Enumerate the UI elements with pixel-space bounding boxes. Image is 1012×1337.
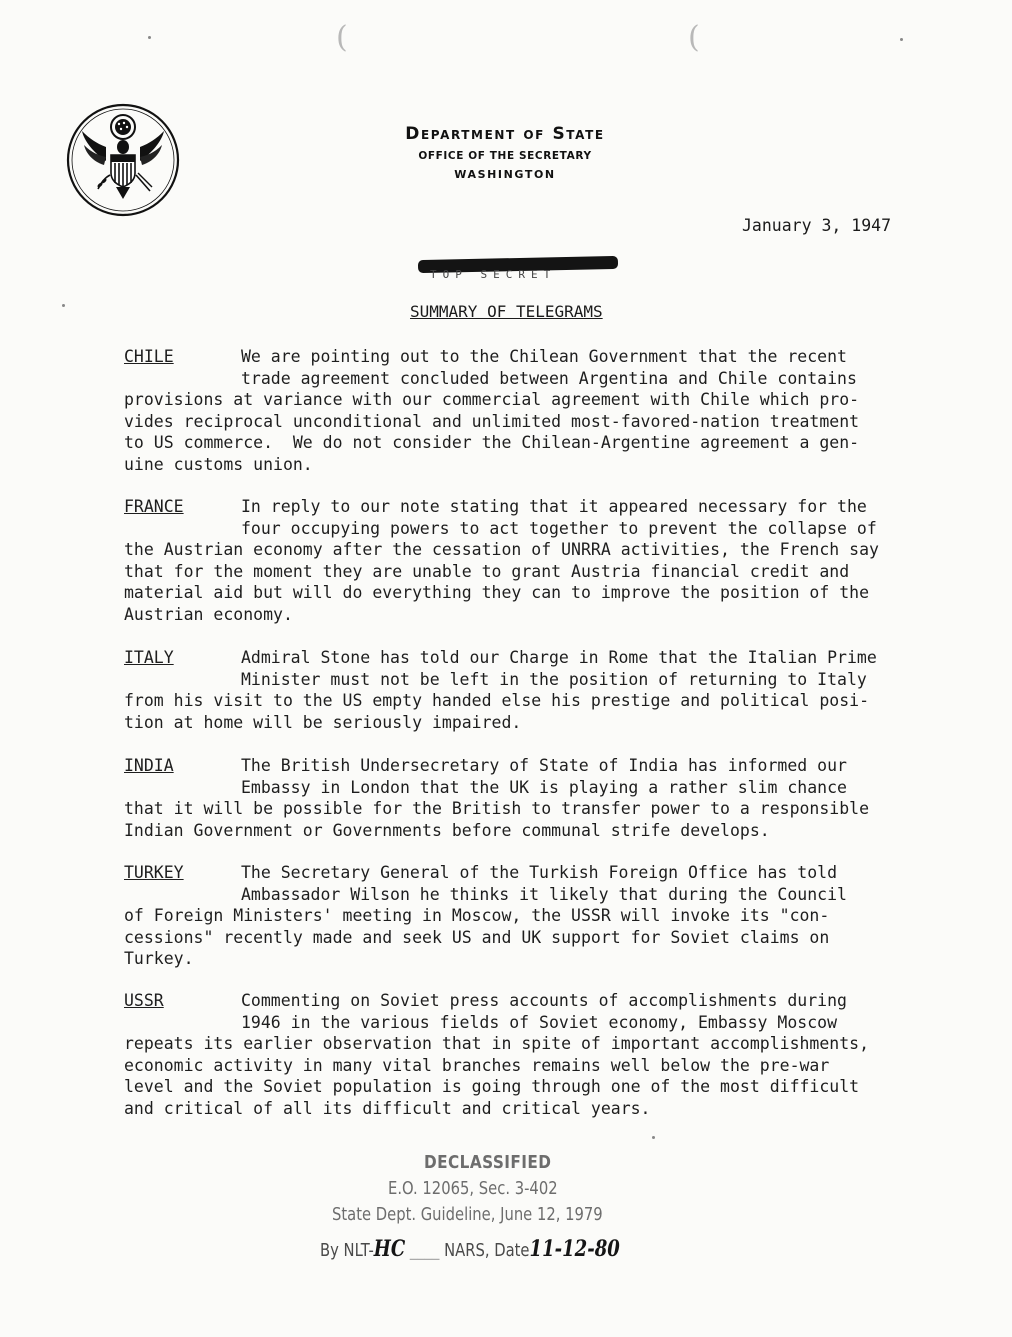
classification-redacted: TOP SECRET: [430, 268, 557, 281]
section-line: We are pointing out to the Chilean Government that the recent: [241, 347, 847, 366]
section-line: In reply to our note stating that it appeared necessary for the: [241, 497, 867, 516]
section-line: tion at home will be seriously impaired.: [124, 712, 522, 732]
section-line: of Foreign Ministers' meeting in Moscow, the USSR will invoke its "con-: [124, 906, 830, 926]
section-india: [124, 755, 924, 841]
section-country: ITALY: [124, 648, 174, 667]
stamp-nars: NARS, Date: [444, 1240, 530, 1261]
section-italy: [124, 647, 924, 733]
letterhead: [300, 124, 710, 181]
section-line: four occupying powers to act together to prevent the collapse of: [241, 518, 877, 538]
section-line: 1946 in the various fields of Soviet economy, Embassy Moscow: [241, 1012, 838, 1032]
section-line: The British Undersecretary of State of India has informed our: [241, 756, 847, 775]
section-country: CHILE: [124, 347, 174, 366]
speck: [148, 36, 151, 39]
section-country: USSR: [124, 991, 164, 1010]
section-line: Minister must not be left in the position of returning to Italy: [241, 669, 867, 689]
section-line: The Secretary General of the Turkish Foreign Office has told: [241, 863, 838, 882]
section-line: uine customs union.: [124, 454, 313, 474]
speck: [62, 304, 65, 307]
section-line: Commenting on Soviet press accounts of accomplishments during: [241, 991, 847, 1010]
letterhead-office: OFFICE OF THE SECRETARY: [418, 150, 592, 162]
section-line: Admiral Stone has told our Charge in Rome that the Italian Prime: [241, 648, 877, 667]
scan-mark: (: [336, 20, 348, 55]
section-line: economic activity in many vital branches remains well below the pre-war: [124, 1055, 830, 1075]
speck: [900, 38, 903, 41]
document-date: January 3, 1947: [742, 216, 892, 235]
document-title: SUMMARY OF TELEGRAMS: [410, 302, 603, 321]
stamp-handwritten-date: 11-12-80: [529, 1236, 620, 1262]
section-line: Indian Government or Governments before communal strife develops.: [124, 820, 770, 840]
stamp-eo: E.O. 12065, Sec. 3-402: [388, 1178, 558, 1199]
section-line: and critical of all its difficult and critical years.: [124, 1098, 651, 1118]
letterhead-city: WASHINGTON: [454, 168, 556, 181]
scan-mark: (: [688, 20, 700, 55]
stamp-by-line: By NLT-HC ____ NARS, Date11-12-80: [320, 1236, 620, 1262]
great-seal-eagle-icon: [66, 103, 180, 217]
section-line: Turkey.: [124, 949, 194, 969]
stamp-by-prefix: By NLT-: [320, 1240, 374, 1261]
section-line: vides reciprocal unconditional and unlimited most-favored-nation treatment: [124, 411, 860, 431]
section-line: trade agreement concluded between Argentina and Chile contains: [241, 368, 857, 388]
section-line: Embassy in London that the UK is playing a rather slim chance: [241, 777, 847, 797]
letterhead-department: Department of State: [405, 124, 605, 144]
speck: [652, 1136, 655, 1139]
section-line: level and the Soviet population is going through one of the most difficult: [124, 1077, 860, 1097]
stamp-title: DECLASSIFIED: [424, 1152, 552, 1173]
section-line: to US commerce. We do not consider the Chilean-Argentine agreement a gen-: [124, 433, 860, 453]
section-line: provisions at variance with our commercial agreement with Chile which pro-: [124, 390, 860, 410]
section-france: [124, 496, 924, 626]
section-line: material aid but will do everything they can to improve the position of the: [124, 583, 870, 603]
section-country: FRANCE: [124, 497, 184, 516]
stamp-initials: HC: [373, 1236, 406, 1262]
section-line: the Austrian economy after the cessation of UNRRA activities, the French say: [124, 540, 879, 560]
section-line: that for the moment they are unable to grant Austria financial credit and: [124, 561, 850, 581]
section-line: from his visit to the US empty handed else his prestige and political posi-: [124, 691, 870, 711]
section-turkey: [124, 862, 924, 970]
section-chile: [124, 346, 924, 476]
section-country: TURKEY: [124, 863, 184, 882]
section-line: that it will be possible for the British to transfer power to a responsible: [124, 799, 870, 819]
section-ussr: [124, 990, 924, 1120]
section-line: cessions" recently made and seek US and UK support for Soviet claims on: [124, 927, 830, 947]
section-line: repeats its earlier observation that in spite of important accomplishments,: [124, 1034, 870, 1054]
stamp-guideline: State Dept. Guideline, June 12, 1979: [332, 1204, 603, 1225]
section-country: INDIA: [124, 756, 174, 775]
section-line: Austrian economy.: [124, 604, 293, 624]
section-line: Ambassador Wilson he thinks it likely that during the Council: [241, 884, 847, 904]
